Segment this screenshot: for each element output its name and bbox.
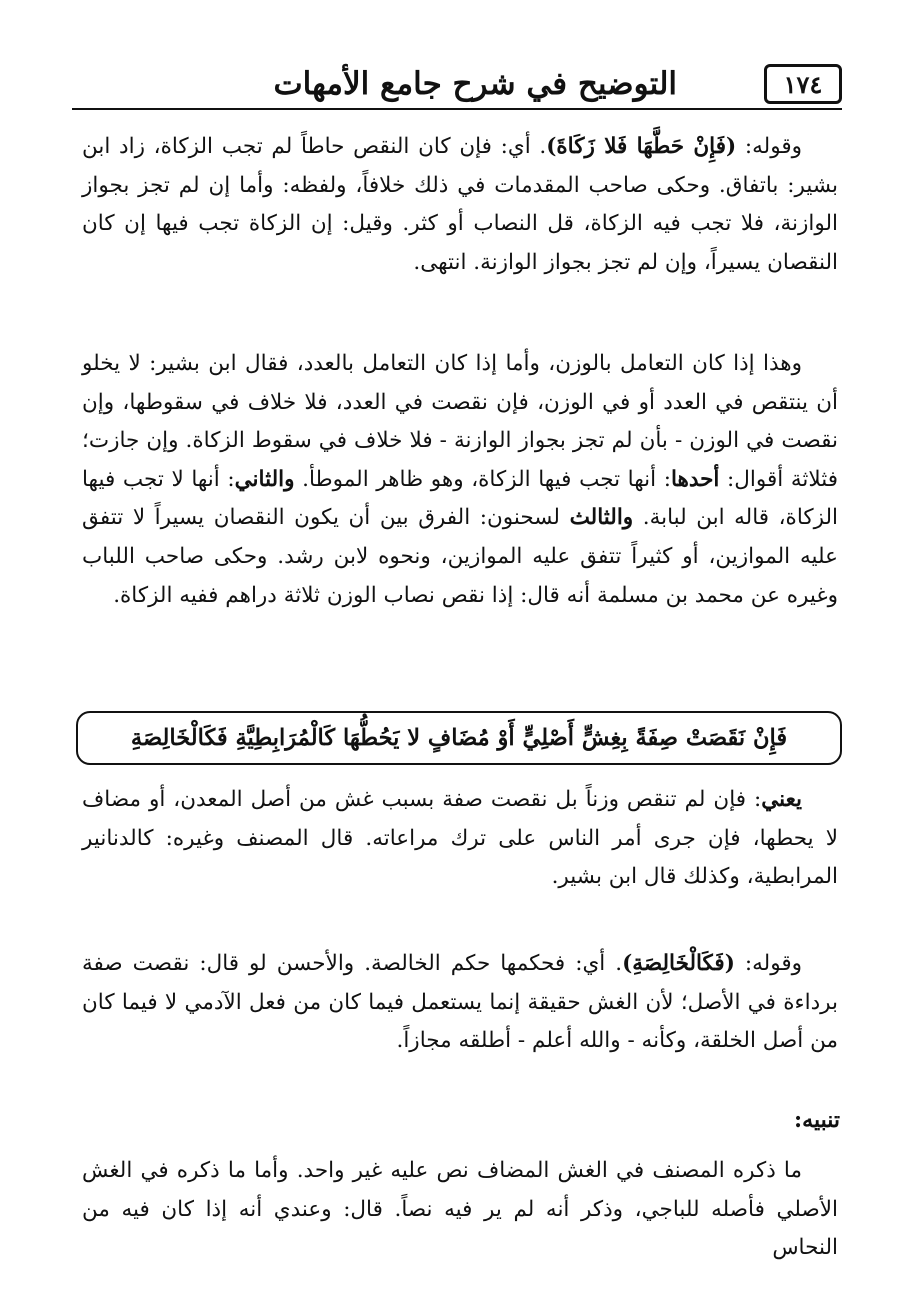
- page-number: ١٧٤: [764, 64, 842, 104]
- p2-text-1: وهذا إذا كان التعامل بالوزن، وأما إذا كان التعامل بالعدد، فقال ابن بشير: لا يخلو أن ينتقص في العدد أو في الوزن، فإن نقصت في العدد، فلا خلاف في سقوطها، وإن نقصت في الوزن - بأن لم تجز بجواز الوازنة - فلا خلاف في سقوط الزكاة. وإن جازت؛ فثلاثة أقوال:: [82, 351, 838, 492]
- p2-label-second: والثاني: [234, 466, 295, 492]
- p2-text-2: : أنها تجب فيها الزكاة، وهو ظاهر الموطأ.: [294, 466, 671, 492]
- p2-text-4: لسحنون: الفرق بين أن يكون النقصان يسيراً لا تتفق عليه الموازين، أو كثيراً تتفق عليه الموازين، ونحوه لابن رشد. وحكى صاحب اللباب وغيره عن محمد بن مسلمة أنه قال: إذا نقص نصاب الوزن ثلاثة دراهم ففيه الزكاة.: [82, 505, 838, 608]
- paragraph-4: [82, 945, 838, 1061]
- matn-box: [76, 711, 842, 765]
- header-divider: [72, 108, 842, 110]
- section-heading: تنبيه:: [794, 1107, 840, 1133]
- p4-quoted-matn: (فَكَالْخَالِصَةِ): [622, 951, 735, 976]
- p2-label-first: أحدها: [670, 466, 720, 492]
- p1-text: . أي: فإن كان النقص حاطاً لم تجب الزكاة، زاد ابن بشير: باتفاق. وحكى صاحب المقدمات في ذلك خلافاً، ولفظه: وأما إن لم تجز بجواز الوازنة، فلا تجب فيه الزكاة، قل النصاب أو كثر. وقيل: إن الزكاة تجب فيها إن كان النقصان يسيراً، وإن لم تجز بجواز الوازنة. انتهى.: [82, 134, 838, 275]
- paragraph-5: [82, 1152, 838, 1268]
- p1-prefix: وقوله:: [736, 134, 802, 159]
- running-title: التوضيح في شرح جامع الأمهات: [273, 66, 677, 102]
- paragraph-1: [82, 128, 838, 282]
- p1-quoted-matn: (فَإِنْ حَطَّهَا فَلا زَكَاةَ): [546, 134, 737, 159]
- p2-label-third: والثالث: [569, 505, 634, 531]
- paragraph-2: [82, 345, 838, 615]
- page-header: [72, 62, 842, 114]
- p4-prefix: وقوله:: [734, 951, 802, 976]
- p5-text: ما ذكره المصنف في الغش المضاف نص عليه غير واحد. وأما ما ذكره في الغش الأصلي فأصله للباجي، وذكر أنه لم ير فيه نصاً. قال: وعندي أنه إذا كان فيه من النحاس: [82, 1158, 838, 1261]
- p4-text: . أي: فحكمها حكم الخالصة. والأحسن لو قال: نقصت صفة برداءة في الأصل؛ لأن الغش حقيقة إنما يستعمل فيما كان من فعل الآدمي لا فيما كان من أصل الخلقة، وكأنه - والله أعلم - أطلقه مجازاً.: [82, 951, 838, 1054]
- paragraph-3: [82, 781, 838, 897]
- p3-label: يعني: [761, 787, 802, 812]
- p2-text-3: : أنها لا تجب فيها الزكاة، قاله ابن لبابة.: [82, 466, 838, 531]
- p3-text: : فإن لم تنقص وزناً بل نقصت صفة بسبب غش من أصل المعدن، أو مضاف لا يحطها، فإن جرى أمر الناس على ترك مراعاته. قال المصنف وغيره: كالدنانير المرابطية، وكذلك قال ابن بشير.: [82, 787, 838, 890]
- matn-text: فَإِنْ نَقَصَتْ صِفَةً بِغِشٍّ أَصْلِيٍّ أَوْ مُضَافٍ لا يَحُطُّهَا كَالْمُرَابِطِيَّةِ فَكَالْخَالِصَةِ: [130, 725, 788, 751]
